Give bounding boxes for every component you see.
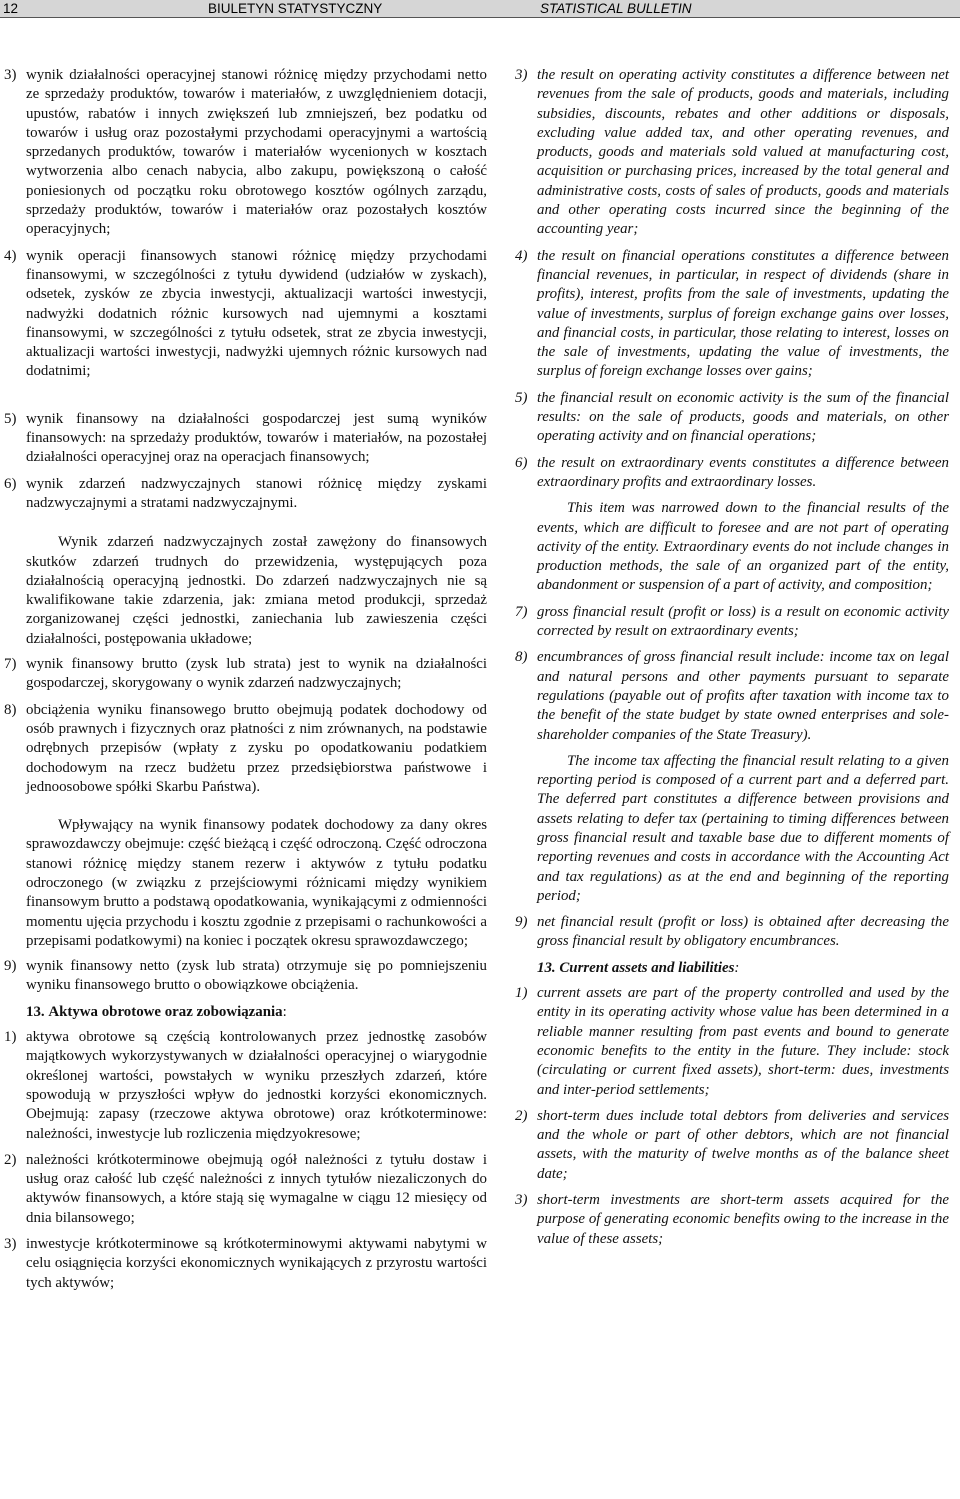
pl-item-b3 (4, 1235, 487, 1293)
list-number: 8) (4, 701, 17, 718)
pl-item-8 (4, 701, 487, 797)
header-title-en: STATISTICAL BULLETIN (540, 1, 692, 16)
list-number: 6) (515, 454, 528, 471)
pl-item-b2 (4, 1151, 487, 1228)
header-rule (0, 17, 960, 18)
pl-item-4 (4, 247, 487, 382)
en-item-5 (515, 389, 949, 447)
list-text: wynik działalności operacyjnej stanowi różnicę między przychodami netto ze sprzedaży produktów, towarów i materiałów, z uwzględnieniem dotacji, upustów, rabatów i innych zwiększeń lub zmniejszeń, bez podatku od towarów i usług oraz pozostałymi przychodami operacyjnymi a wartością sprzedanych produktów, towarów i materiałów wycenionych w kosztach wytworzenia albo cenach nabycia, albo zakupu, powiększoną o całość poniesionych od początku roku obrotowego kosztów ogólnych zarządu, sprzedaży produktów, towarów i materiałów oraz pozostałych kosztów operacyjnych; (26, 67, 487, 238)
pl-item-6 (4, 475, 487, 514)
section-title: Aktywa obrotowe oraz zobowiązania (48, 1003, 283, 1020)
en-item-b1 (515, 984, 949, 1100)
section-colon: : (282, 1003, 287, 1020)
list-text: short-term dues include total debtors from deliveries and services and the whole or part of other debtors, which are not financial assets, with the maturity of twelve months as of the balance sheet date; (537, 1107, 949, 1182)
list-number: 5) (4, 410, 17, 427)
en-paragraph-extraordinary: This item was narrowed down to the financial results of the events, which are difficult to foresee and are not part of operating activity of the entity. Extraordinary events do not include changes in production methods, the sale of an organized part of the entity, abandonment or suspension of a part of activity, and composition; (537, 500, 949, 594)
page-number: 12 (3, 1, 19, 16)
en-item-b3 (515, 1191, 949, 1249)
list-number: 4) (4, 247, 17, 264)
list-text: należności krótkoterminowe obejmują ogół należności z tytułu dostaw i usług oraz całość lub część należności z innych tytułów niezaliczonych do aktywów finansowych, a które stają się wymagalne w ciągu 12 miesięcy od dnia bilansowego; (26, 1151, 487, 1226)
list-number: 9) (4, 958, 17, 975)
english-column (515, 66, 949, 1249)
list-number: 5) (515, 389, 528, 406)
en-item-3 (515, 66, 949, 240)
list-text: the financial result on economic activity is the sum of the financial results: on the sale of products, goods and materials, on other operating activity and on financial operations; (537, 389, 949, 445)
section-number: 13. (26, 1003, 45, 1020)
pl-item-9 (4, 957, 487, 996)
section-title: Current assets and liabilities (559, 959, 735, 976)
list-number: 9) (515, 914, 528, 931)
list-text: wynik operacji finansowych stanowi różnicę między przychodami finansowymi, w szczególności z tytułu dywidend (udziałów w zyskach), odsetek, zysków ze zbycia inwestycji, aktualizacji wartości inwestycji, nadwyżki dodatnich różnic kursowych nad ujemnymi a kosztami finansowymi, w szczególności z tytułu odsetek, strat ze zbycia inwestycji, aktualizacji wartości inwestycji, nadwyżki ujemnych różnic kursowych nad dodatnimi; (26, 247, 487, 380)
pl-paragraph-extraordinary: Wynik zdarzeń nadzwyczajnych został zawężony do finansowych skutków zdarzeń trudnych do przewidzenia, występujących poza działalnością operacyjną jednostki. Do zdarzeń nadzwyczajnych nie są kwalifikowane takie zdarzenia, jak: zmiana metod produkcji, sprzedaż zorganizowanej części jednostki, zaniechania lub zawieszenia części działalności, postępowania układowe; (26, 534, 487, 647)
pl-item-7 (4, 655, 487, 694)
list-number: 8) (515, 649, 528, 666)
list-text: the result on extraordinary events constitutes a difference between extraordinary profits and extraordinary losses. (537, 454, 949, 490)
list-text: net financial result (profit or loss) is obtained after decreasing the gross financial result by obligatory encumbrances. (537, 914, 949, 950)
en-item-7 (515, 603, 949, 642)
polish-column (4, 66, 487, 1293)
list-number: 7) (515, 603, 528, 620)
header-title-pl: BIULETYN STATYSTYCZNY (208, 1, 383, 16)
list-text: wynik finansowy netto (zysk lub strata) otrzymuje się po pomniejszeniu wyniku finansowego brutto o obowiązkowe obciążenia. (26, 958, 487, 994)
list-number: 6) (4, 475, 17, 492)
en-item-9 (515, 913, 949, 952)
en-paragraph-income-tax: The income tax affecting the financial result relating to a given reporting period is composed of a current part and a deferred part. The deferred part constitutes a difference between provisions and assets relating to defer tax (pertaining to timing differences between gross financial result and taxable base due to different moments of reporting revenues and costs in accordance with the Accounting Act and tax regulations) as at the end and beginning of the reporting period; (537, 752, 949, 904)
list-text: the result on operating activity constitutes a difference between net revenues from the sale of products, goods and materials, including subsidies, discounts, rebates and other additions or disposals, excluding value added tax, and other operating revenues, and products, goods and materials sold valued at manufacturing cost, acquisition or purchasing prices, increased by the total general and administrative costs, costs of sales of products, goods and materials and other operating costs incurred since the beginning of the accounting year; (537, 67, 949, 238)
list-text: wynik finansowy na działalności gospodarczej jest sumą wyników finansowych: na sprzedaży produktów, towarów i materiałów, na pozostałej działalności operacyjnej oraz na operacjach finansowych; (26, 410, 487, 466)
list-number: 3) (515, 67, 528, 83)
list-number: 7) (4, 656, 17, 673)
list-number: 1) (4, 1029, 17, 1046)
list-text: inwestycje krótkoterminowe są krótkoterminowymi aktywami nabytymi w celu osiągnięcia korzyści ekonomicznych wynikających z przyrostu wartości tych aktywów; (26, 1236, 487, 1291)
list-number: 3) (4, 67, 17, 83)
list-text: encumbrances of gross financial result include: income tax on legal and natural persons and other payments pursuant to separate regulations (payable out of profits after taxation with income tax to the benefit of the state budget by state owned enterprises and sole-shareholder companies of the State Treasury). (537, 649, 949, 743)
en-section-heading-13 (537, 959, 949, 978)
list-number: 2) (515, 1107, 528, 1124)
section-number: 13. (537, 959, 556, 976)
list-number: 3) (515, 1192, 528, 1209)
section-colon: : (734, 959, 740, 976)
en-item-b2 (515, 1107, 949, 1184)
list-number: 4) (515, 247, 528, 264)
list-number: 1) (515, 985, 528, 1002)
en-item-8 (515, 648, 949, 744)
pl-paragraph-income-tax: Wpływający na wynik finansowy podatek dochodowy za dany okres sprawozdawczy obejmuje: część bieżącą i część odroczoną. Część odroczona stanowi różnicę między stanem rezerw i aktywów z tytułu podatku odroczonego (w związku z przejściowymi różnicami między wynikiem finansowym brutto a podstawą opodatkowania, wynikającymi z odmienności momentu ujęcia przychodu i kosztu zgodnie z przepisami o rachunkowości a przepisami podatkowymi) na koniec i początek okresu sprawozdawczego; (26, 817, 487, 949)
pl-item-3 (4, 66, 487, 240)
list-text: the result on financial operations constitutes a difference between financial revenues, in particular, in respect of dividends (share in profits), interest, profits from the sale of investments, updating the value of investments, surplus of foreign exchange gains over losses, and financial costs, in particular, those relating to interest, losses on the sale of investments, updating the value of investments, the surplus of foreign exchange losses over gains; (537, 247, 949, 380)
list-text: current assets are part of the property controlled and used by the entity in its operating activity whose value has been determined in a reliable manner resulting from past events and bound to generate economic benefits to the entity in the future. They include: stock (circulating or current fixed assets), short-term: dues, investments and inter-period settlements; (537, 985, 949, 1098)
pl-item-b1 (4, 1028, 487, 1144)
pl-section-heading-13 (26, 1003, 487, 1022)
list-text: wynik zdarzeń nadzwyczajnych stanowi różnicę między zyskami nadzwyczajnymi a stratami nadzwyczajnymi. (26, 475, 487, 511)
list-text: obciążenia wyniku finansowego brutto obejmują podatek dochodowy od osób prawnych i fizycznych oraz płatności z nim zrównanych, na podstawie odrębnych przepisów (wpłaty z zysku po opodatkowaniu podatkiem dochodowym na rzecz budżetu przez przedsiębiorstwa państwowe i jednoosobowe spółki Skarbu Państwa). (26, 701, 487, 795)
page-header (0, 0, 960, 17)
list-text: gross financial result (profit or loss) is a result on economic activity corrected by result on extraordinary events; (537, 603, 949, 640)
pl-item-5 (4, 410, 487, 468)
en-item-6 (515, 454, 949, 493)
list-number: 3) (4, 1236, 17, 1253)
en-item-4 (515, 247, 949, 382)
list-text: short-term investments are short-term assets acquired for the purpose of generating economic benefits owing to the increase in the value of these assets; (537, 1192, 949, 1247)
list-text: wynik finansowy brutto (zysk lub strata) jest to wynik na działalności gospodarczej, skorygowany o wynik zdarzeń nadzwyczajnych; (26, 656, 487, 692)
list-text: aktywa obrotowe są częścią kontrolowanych przez jednostkę zasobów majątkowych wykorzystywanych w działalności operacyjnej o wiarygodnie określonej wartości, powstałych w wyniku przeszłych zdarzeń, które spowodują w przyszłości wpływ do jednostki korzyści ekonomicznych. Obejmują: zapasy (rzeczowe aktywa obrotowe) oraz krótkoterminowe: należności, inwestycje lub rozliczenia międzyokresowe; (26, 1029, 487, 1142)
list-number: 2) (4, 1151, 17, 1168)
